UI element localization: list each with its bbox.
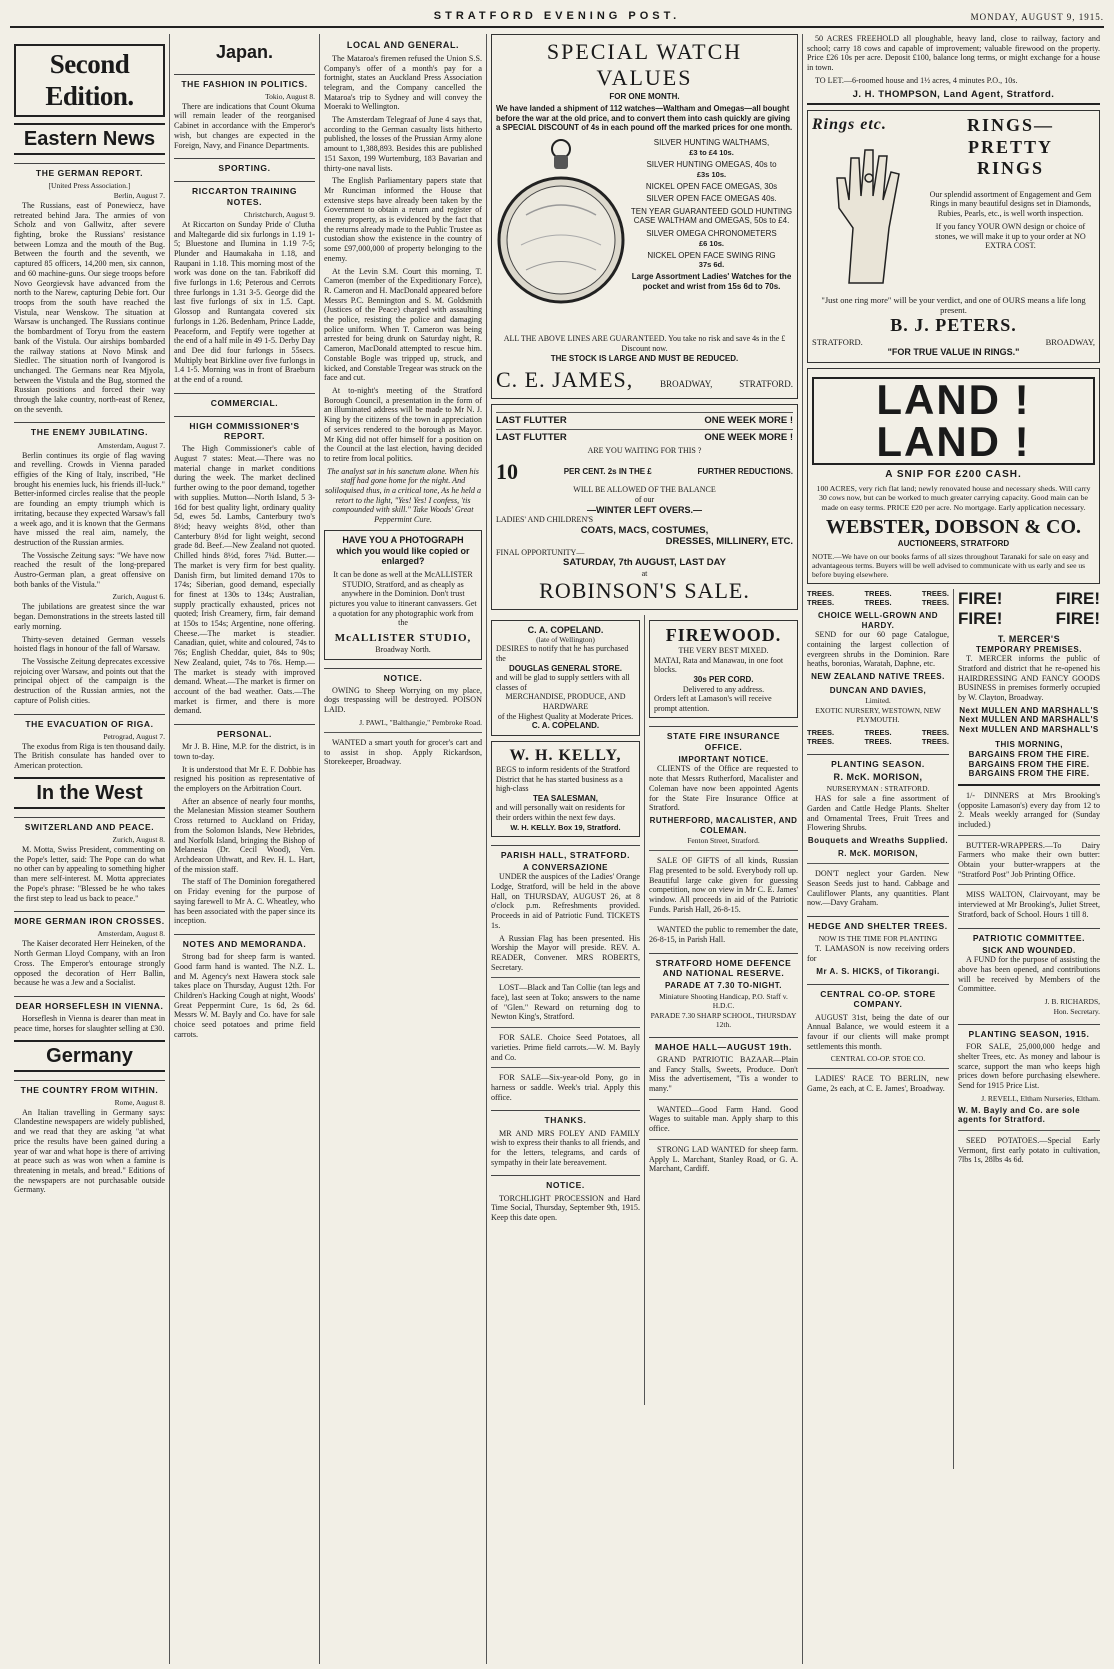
watch-item: NICKEL OPEN FACE OMEGAS, 30s — [645, 181, 778, 191]
land-agent-name: J. H. THOMPSON, Land Agent, Stratford. — [807, 89, 1100, 105]
column-1 — [10, 34, 170, 1664]
article-text: The Mataroa's firemen refused the Union S.S. Company's offer of a month's pay for a fortnight, states an Auckland Press Association telegram, and the Company cancelled the Mataroa's trip to Sydney and will convey the Moeraki to Wellington. — [324, 53, 482, 112]
paper-title: STRATFORD EVENING POST. — [433, 9, 681, 22]
column-4 — [487, 34, 803, 1664]
patriotic-sub: SICK AND WOUNDED. — [982, 945, 1076, 955]
rings-text: If you fancy YOUR OWN design or choice of stones, we will make it up to your order at NO EXTRA COST. — [935, 221, 1086, 251]
mercer-text: BARGAINS FROM THE FIRE. — [968, 759, 1090, 769]
planting-heading: PLANTING SEASON. — [807, 754, 949, 769]
col4-left — [491, 615, 645, 1405]
watch-item — [630, 229, 793, 248]
dateline: Zurich, August 8. — [112, 834, 165, 844]
article-text: The exodus from Riga is ten thousand daily. The British consulate has handed over to American protection. — [14, 741, 165, 771]
hedge-text: Mr A. S. HICKS, of Tikorangi. — [816, 966, 940, 976]
article-text: Mr J. B. Hine, M.P. for the district, is in town to-day. — [174, 742, 315, 761]
column-3 — [320, 34, 487, 1664]
article-text: The Russians, east of Ponewiecz, have retreated behind Jara. The armies of von Scholz and von Gallwitz, after severe fighting, broke the Russians' resistance between Lomza and the mouth of the Bug. Between the fourth and the seventh, we captured 85 officers, 14,200 men, six cannon, and 60 machine-guns. Our siege troops before Novo Georgievsk have advanced from the north to the Narew, capturing Debie fort. Our troops from the south have reached the Vistula, near Wenskow. The situation at Warsaw is unchanged. The Russians continue the bombardment of Toryu from the eastern bank of the Vistula. Our airships bombarded the railway stations at Novo Minsk and Siedlec. The situation north of Ivangorod is unchanged. The Germans near Rea Mjyola, between the Vistula and the Bug, stormed the Russian positions and forced their way through the lake country, north-east of Renez, on the seventh. — [14, 200, 165, 414]
hicom-heading: HIGH COMMISSIONER'S REPORT. — [174, 416, 315, 441]
winter-text: —WINTER LEFT OVERS.— — [586, 504, 702, 515]
firewood-ad — [649, 620, 798, 719]
ad-text: ARE YOU WAITING FOR THIS ? — [587, 446, 702, 456]
trees-label: TREES. — [921, 728, 949, 738]
ad-subtitle: FOR ONE MONTH. — [609, 91, 680, 101]
watch-item: Large Assortment Ladies' Watches for the pocket and wrist from 15s 6d to 70s. — [631, 272, 792, 291]
ad-text: TEA SALESMAN, — [532, 793, 599, 803]
ad-text: Orders left at Lamason's will receive prompt attention. — [654, 694, 772, 713]
mercer-text: Next MULLEN AND MARSHALL'S — [959, 705, 1099, 715]
trees-text: NEW ZEALAND NATIVE TREES. — [811, 672, 945, 681]
article-text: The staff of The Dominion foregathered on Friday evening for the purpose of saying farewell to Mr A. C. Wheatley, who has been associated with the paper since its inception. — [174, 877, 315, 926]
notice-heading: NOTICE. — [491, 1175, 640, 1190]
mercer-text: BARGAINS FROM THE FIRE. — [968, 769, 1090, 779]
watch-item-text: SILVER HUNTING OMEGAS, 40s to — [646, 160, 777, 169]
nursery-text: NURSERYMAN : STRATFORD. — [826, 784, 930, 794]
ad-text: W. H. KELLY. Box 19, Stratford. — [510, 822, 621, 832]
nursery-text: Bouquets and Wreaths Supplied. — [807, 835, 949, 845]
article-text: The Vossische Zeitung says: "We have now reached the result of the long-prepared Austro-German plan, a great offensive on both banks of the Vistula." — [14, 550, 165, 589]
sfio-subheading: IMPORTANT NOTICE. — [678, 754, 769, 764]
local-heading: LOCAL AND GENERAL. — [346, 40, 460, 50]
fire-label: FIRE! — [958, 609, 1003, 629]
wanted-ad: WANTED the public to remember the date, 26-8-15, in Parish Hall. — [649, 925, 798, 945]
nursery-text: Limited. — [865, 696, 891, 706]
auctioneers-sub: AUCTIONEERS, STRATFORD — [897, 539, 1010, 549]
patriotic-heading: PATRIOTIC COMMITTEE. — [958, 928, 1100, 943]
jeweller-name: B. J. PETERS. — [890, 315, 1017, 336]
studio-name: McALLISTER STUDIO, — [334, 631, 472, 644]
watch-item-text: £6 10s. — [698, 238, 725, 248]
dateline: Amsterdam, August 8. — [97, 929, 165, 939]
swiss-heading: SWITZERLAND AND PEACE. — [14, 817, 165, 832]
within-heading: THE COUNTRY FROM WITHIN. — [14, 1080, 165, 1095]
sfio-text: Fenton Street, Stratford. — [687, 836, 760, 846]
seed-ad: SEED POTATOES.—Special Early Vermont, first early potato in cultivation, 7lbs 1s, 28lbs 4s 6d. — [958, 1136, 1100, 1165]
dateline: Petrograd, August 7. — [103, 731, 165, 741]
germany-heading: Germany — [14, 1040, 165, 1072]
rings-logo: Rings etc. — [812, 115, 887, 133]
wanted-ad: WANTED—Good Farm Hand. Good Wages to suitable man. Apply sharp to this office. — [649, 1104, 798, 1134]
german-report-heading: THE GERMAN REPORT. — [14, 163, 165, 178]
photo-studio-ad — [324, 530, 482, 660]
coop-text: AUGUST 31st, being the date of our Annual Balance, we would esteem it a favour if our clients will make prompt settlements this month. — [807, 1012, 949, 1051]
ad-heading: HAVE YOU A PHOTOGRAPH which you would like copied or enlarged? — [336, 534, 470, 567]
lost-ad: LOST—Black and Tan Collie (tan legs and face), last seen at Toko; answers to the name of "Glen." Reward on returning dog to Newton King's, Stratford. — [491, 983, 640, 1022]
nursery-name: R. McK. MORISON, — [833, 772, 923, 783]
rings-illustration — [812, 115, 922, 292]
ad-text: at — [641, 568, 648, 578]
dateline: Zurich, August 6. — [112, 592, 165, 602]
article-text: After an absence of nearly four months, the Melanesian Mission steamer Southern Cross returned to Auckland on Friday, from the Solomon Islands, New Hebrides, and Norfolk Island, bringing the Bishop of Melanesia (Dr. Cecil Wood), Ven. Archdeacon Uthwatt, and Rev. H. L. Hart, of the mission staff. — [174, 796, 315, 874]
col4-right — [649, 615, 798, 1405]
notice-heading: NOTICE. — [324, 668, 482, 683]
dinners-ad: 1/- DINNERS at Mrs Brooking's (opposite Lamason's) every day from 12 to 2. Meals weekly arranged for (Sunday included.) — [958, 790, 1100, 829]
article-text: The Vossische Zeitung deprecates excessive rejoicing over Warsaw, and points out that the principal object of the campaign is the destruction of the Russian armies, not the capture of Polish cities. — [14, 656, 165, 705]
ad-text: WILL BE ALLOWED OF THE BALANCE — [573, 485, 716, 495]
parade-text: Miniature Shooting Handicap, P.O. Staff v. H.D.C. — [659, 991, 788, 1010]
article-text: The English Parliamentary papers state that Mr Runciman informed the House that extensive steps have already been taken by the Government to obtain a return and register of enemy property, as is evidenced by the fact that the returns already made to the Public Trustee as custodian show the existence in the country of some £97,000,000 of property belonging to the enemy. — [324, 176, 482, 263]
planting-1915-heading: PLANTING SEASON, 1915. — [958, 1024, 1100, 1039]
article-text: The analyst sat in his sanctum alone. When his staff had gone home for the night. And soliloquised thus, in a critical tone, As he held a retort to the light, "Yes! Yes! I confess, 'tis compounded with skill." Take Woods' Great Peppermint Cure. — [324, 466, 482, 525]
ad-title: SPECIAL WATCH VALUES — [546, 39, 743, 91]
flutter-label: LAST FLUTTER — [496, 414, 567, 426]
patriotic-text: Hon. Secretary. — [1053, 1007, 1100, 1017]
col5-right — [958, 589, 1100, 1469]
ad-text: SATURDAY, 7th AUGUST, LAST DAY — [563, 557, 726, 569]
article-text: The Amsterdam Telegraaf of June 4 says that, according to the German casualty lists hitherto published, the losses of the Prussian Army alone amount to 1,388,893. Besides this are published 151 Saxon, 199 Wurtemburg, 183 Bavarian and thirty-one naval lists. — [324, 115, 482, 173]
nursery-text: EXOTIC NURSERY, WESTOWN, NEW PLYMOUTH. — [815, 706, 941, 725]
watch-item: TEN YEAR GUARANTEED GOLD HUNTING CASE WALTHAM and OMEGAS, 50s to £4. — [630, 206, 793, 226]
bazaar-text: GRAND PATRIOTIC BAZAAR—Plain and Fancy Stalls, Sweets, Produce. Don't Miss the advertisement, "Tis a wonder to many." — [649, 1054, 798, 1093]
flutter-label: ONE WEEK MORE ! — [704, 431, 793, 443]
land-heading: LAND ! LAND ! — [812, 377, 1095, 465]
jeweller-town: STRATFORD. — [812, 337, 863, 348]
garden-ad: DON'T neglect your Garden. New Season Seeds just to hand. Cabbage and Cauliflower Plants, any quantities. Plant now.—Davy Graham. — [807, 869, 949, 908]
fire-label: FIRE! — [1055, 609, 1100, 629]
personal-heading: PERSONAL. — [174, 724, 315, 739]
trees-label: TREES. — [807, 598, 835, 607]
for-sale-ad: FOR SALE. Choice Seed Potatoes, all varieties. Prime field carrots.—W. M. Bayly and Co. — [491, 1033, 640, 1062]
watch-item — [630, 251, 793, 270]
ad-text: MERCHANDISE, PRODUCE, AND HARDWARE — [505, 692, 626, 712]
sfio-text: RUTHERFORD, MACALISTER, AND COLEMAN. — [649, 815, 798, 835]
col5-left — [807, 589, 954, 1469]
thanks-text: MR AND MRS FOLEY AND FAMILY wish to express their thanks to all friends, and for the letters, telegrams, and cards of sympathy in their late bereavement. — [491, 1128, 640, 1167]
land-text: 100 ACRES, very rich flat land; newly renovated house and necessary sheds. Will carry 30 cows now, but can be worked to much greater carrying capacity. Good main can be made on easy terms. PRICE £20 per acre. No mortgage. Early application necessary. — [816, 484, 1091, 512]
trees-label: TREES. — [921, 598, 949, 607]
conv-heading: A CONVERSAZIONE — [523, 862, 608, 872]
watch-item — [630, 160, 793, 179]
ad-text: (late of Wellington) — [536, 635, 595, 645]
rings-heading: RINGS — [976, 158, 1044, 179]
watch-price-list — [630, 135, 793, 331]
west-heading: In the West — [14, 777, 165, 809]
sporting-heading: SPORTING. — [174, 158, 315, 173]
trees-label: TREES. — [864, 728, 892, 738]
ad-text: C. A. COPELAND. — [531, 721, 600, 731]
ad-text: DOUGLAS GENERAL STORE. — [508, 663, 623, 673]
dateline: [United Press Association.] — [48, 180, 131, 190]
trees-label: TREES. — [807, 589, 835, 598]
flutter-label: LAST FLUTTER — [496, 431, 567, 443]
article-text: At Riccarton on Sunday Pride o' Clutha and Maltegarde did six furlongs in 1.19 1-5; Bluestone and Ilumina in 1.19 7-5; Plunder and Haumakaha in 1.18, and Raupani in 1.18. This morning most of the work was done on the tan. Fabrikoff did five furlongs in 1.6; Peterous and Cerrots three furlongs in 1.31 3-5. George did the last five furlongs of six in 1.5. Capt. Glossop and Runtangata covered six furlongs in 1.26. Bedenham, Prince Ladde, Peaceform, and Feptify were together at the end of a half mile in 49 1-5. Derby Day and Dee did four furlongs in 55secs. Multiply beat Birkline over five furlongs in 1.4 1-5. Morning was in front of Braeburn at the end of a round. — [174, 219, 315, 385]
article-text: M. Motta, Swiss President, commenting on the Pope's letter, said: The Pope can do what no other can by appealing to something higher than mere self-interest. M. Motta appreciates the Pope's phrase: "Blessed be he who takes the first step to lead us back to peace." — [14, 844, 165, 903]
to-let-ad: TO LET.—6-roomed house and 1½ acres, 4 minutes P.O., 10s. — [815, 75, 1018, 85]
article-text: At to-night's meeting of the Stratford Borough Council, a presentation in the form of an illuminated address will be made to Mr N. J. King by the citizens of the town in appreciation of services rendered to the borough as Mayor. Mr King did not offer himself for a position on the Council at the last election, having decided to retire from local politics. — [324, 386, 482, 463]
rings-heading: RINGS— — [966, 114, 1054, 135]
ad-text: of the Highest Quality at Moderate Prices. — [497, 711, 634, 721]
article-text: Strong bad for sheep farm is wanted. Good farm hand is wanted. The N.Z. L. and M. Agency's next Hawera stock sale takes place on Thursday, August 12th. For Children's Hacking Cough at night, Woods' Great Peppermint Cure, 1s 6d, 2s 6d. Messrs W. M. Bayly and Co. have for sale choice seed potatoes and prime field carrots. — [174, 952, 315, 1039]
auctioneers-name: WEBSTER, DOBSON & CO. — [825, 516, 1082, 539]
watch-item-text: 37s 6d. — [698, 260, 725, 270]
conv-text: UNDER the auspices of the Ladies' Orange Lodge, Stratford, will be held in the above Hall, on THURSDAY, AUGUST 26, at 8 o'clock p.m. Refreshments provided. Proceeds in aid of Patriotic Fund. TICKETS 1s. — [491, 872, 640, 930]
column-2 — [170, 34, 320, 1664]
ad-text: 30s PER CORD. — [693, 675, 754, 685]
clairvoyant-ad: MISS WALTON, Clairvoyant, may be interviewed at Mr Brooking's, Juliet Street, Stratford, back of School. Hours 1 till 8. — [958, 890, 1100, 919]
rings-text: "Just one ring more" will be your verdict, and one of OURS means a life long present. — [821, 295, 1086, 316]
trees-label: TREES. — [807, 737, 835, 747]
dateline: Rome, August 8. — [114, 1097, 165, 1107]
butter-ad: BUTTER-WRAPPERS.—To Dairy Farmers who make their own butter: Obtain your butter-wrappers at the "Stratford Post" Job Printing Office. — [958, 840, 1100, 879]
issue-date: MONDAY, AUGUST 9, 1915. — [970, 12, 1104, 23]
mahoe-heading: MAHOE HALL—AUGUST 19th. — [649, 1037, 798, 1052]
ad-text: MATAI, Rata and Manawau, in one foot blocks. — [654, 655, 784, 675]
dateline: Berlin, August 7. — [113, 190, 165, 200]
article-text: The jubilations are greatest since the war began. Demonstrations in the streets lasted till early morning. — [14, 602, 165, 631]
kelly-ad — [491, 741, 640, 837]
mercer-text: T. MERCER informs the public of Stratford and district that he re-opened his HAIRDRESSING AND FANCY GOODS BUSINESS in premises formerly occupied by W. Clayton, Broadway. — [958, 654, 1100, 702]
fire-label: FIRE! — [1055, 589, 1100, 608]
fashion-heading: THE FASHION IN POLITICS. — [174, 74, 315, 89]
parade-text: PARADE 7.30 SHARP SCHOOL, THURSDAY 12th. — [650, 1010, 797, 1029]
coop-heading: CENTRAL CO-OP. STORE COMPANY. — [807, 984, 949, 1009]
second-edition-heading: Second Edition. — [14, 44, 165, 117]
sfio-heading: STATE FIRE INSURANCE OFFICE. — [649, 726, 798, 751]
game-ad: LADIES' RACE TO BERLIN, new Game, 2s each, at C. E. James', Broadway. — [807, 1074, 949, 1094]
crosses-heading: MORE GERMAN IRON CROSSES. — [14, 911, 165, 926]
mercer-name: T. MERCER'S — [997, 633, 1061, 644]
jeweller-name: C. E. JAMES, — [496, 367, 634, 393]
trees-label: TREES. — [921, 589, 949, 598]
rings-heading: PRETTY — [967, 136, 1053, 157]
mercer-text: Next MULLEN AND MARSHALL'S — [959, 715, 1099, 725]
watch-item-text: SILVER OMEGA CHRONOMETERS — [646, 228, 777, 238]
rings-text: Our splendid assortment of Engagement and Gem Rings in many beautiful designs set in Diamonds, Rubies, Pearls, etc., is well worth inspection. — [929, 189, 1092, 219]
ad-heading: C. A. COPELAND. — [527, 624, 604, 635]
fire-label: FIRE! — [958, 589, 1003, 608]
masthead — [10, 6, 1104, 28]
reductions-text: FURTHER REDUCTIONS. — [697, 467, 793, 477]
auctioneers-note: NOTE.—We have on our books farms of all sizes throughout Taranaki for sale on easy and advantageous terms. Buyers will be well advised to communicate with us early and see us before buying elsewhere. — [812, 551, 1089, 579]
article-text: At the Levin S.M. Court this morning, T. Cameron (member of the Expeditionary Force), R. Cameron and H. MacDonald appeared before Messrs P.C. Bennington and S. M. Goldsmith (Justices of the Peace) charged with assaulting the police, resisting the police and damaging police uniform. When T. Cameron was being arrested for being drunk on Saturday night, R. Cameron, MacDonald attempted to rescue him. Constable Bogle was tripped up, struck, and kicked, and Constable Tregear was struck on the face and cut. — [324, 266, 482, 383]
sfio-text: CLIENTS of the Office are requested to note that Messrs Rutherford, Macalister and Coleman have now been appointed Agents for the State Fire Insurance Office at Stratford. — [649, 764, 798, 813]
jeweller-street: BROADWAY, — [660, 379, 713, 390]
ad-heading: FIREWOOD. — [665, 624, 782, 645]
dateline: Amsterdam, August 7. — [97, 440, 165, 450]
dateline: Christchurch, August 9. — [243, 209, 315, 219]
trees-label: TREES. — [921, 737, 949, 747]
eastern-news-heading: Eastern News — [14, 123, 165, 155]
hedge-text: NOW IS THE TIME FOR PLANTING — [818, 934, 938, 944]
jubilating-heading: THE ENEMY JUBILATING. — [14, 422, 165, 437]
trees-label: TREES. — [864, 589, 892, 598]
trees-label: TREES. — [864, 598, 892, 607]
watch-item-text: £3 to £4 10s. — [689, 148, 734, 157]
article-text: There are indications that Count Okuma will remain leader of the reorganised Cabinet in accordance with the Emperor's wish, but changes are expected in the Foreign, Navy, and Finance Departments. — [174, 101, 315, 150]
patriotic-text: J. B. RICHARDS, — [1044, 997, 1100, 1007]
sale-ad: SALE OF GIFTS of all kinds, Russian Flag presented to be sold. Everybody roll up. Beautiful large cake given for guessing competition, now on view in Mr C. E. James' window. All proceeds in aid of the Patriotic Funds. Parish Hall, 26-8-15. — [649, 856, 798, 914]
land-ad — [807, 368, 1100, 584]
ad-body: It can be done as well at the McALLISTER STUDIO, Stratford, and as cheaply as anywhere in the Dominion. Don't trust pictures you value to itinerant canvassers. Get a quotation for any photographic work from the — [329, 570, 477, 628]
dateline: Tokio, August 8. — [265, 91, 315, 101]
ad-heading: W. H. KELLY, — [509, 746, 622, 764]
article-text: The Kaiser decorated Herr Heineken, of the North German Lloyd Company, with an Iron Cross. The Emperor's entourage strongly opposed the decoration of Herr Ballin, because he was a Jew and a Socialist. — [14, 939, 165, 988]
ad-text: and will be glad to supply settlers with all classes of — [496, 673, 630, 692]
article-text: An Italian travelling in Germany says: Clandestine newspapers are widely published, and we read that they are asking "at what price the results have been gained during a year of war and what hope is there of arriving at peace such as was won when a famine is threatening in metals, and bread." Editions of the newspapers are not purchasable outside Germany. — [14, 1107, 165, 1195]
planting-text: FOR SALE, 25,000,000 hedge and shelter Trees, etc. As money and labour is scarce, support the man who keeps high prices down before purchasing elsewhere. Send for 1915 Price List. — [958, 1042, 1100, 1091]
watch-values-ad — [491, 34, 798, 399]
mercer-text: BARGAINS FROM THE FIRE. — [968, 750, 1090, 760]
ad-text: LADIES' AND CHILDREN'S — [496, 515, 594, 525]
watch-item-text: £3s 10s. — [696, 169, 727, 179]
notes-heading: NOTES AND MEMORANDA. — [174, 934, 315, 949]
discount-text: PER CENT. 2s IN THE £ — [563, 467, 652, 477]
hedge-heading: HEDGE AND SHELTER TREES. — [807, 916, 949, 931]
watch-item-text: NICKEL OPEN FACE SWING RING — [647, 250, 776, 260]
wanted-ad: STRONG LAD WANTED for sheep farm. Apply L. Marchant, Stanley Road, or G. A. Marchant, Cardiff. — [649, 1144, 798, 1174]
ad-text: Delivered to any address. — [682, 684, 765, 694]
mercer-sub: TEMPORARY PREMISES. — [976, 644, 1082, 654]
column-5 — [803, 34, 1104, 1664]
notice-signature: J. PAWL, "Balthangie," Pembroke Road. — [359, 717, 482, 727]
ad-text: DESIRES to notify that he has purchased the — [496, 644, 629, 664]
jeweller-slogan: "FOR TRUE VALUE IN RINGS." — [887, 347, 1020, 358]
jeweller-town: STRATFORD. — [739, 379, 793, 390]
wanted-ad: WANTED a smart youth for grocer's cart and to assist in shop. Apply Rickardson, Storekeeper, Broadway. — [324, 737, 482, 767]
ad-text: FINAL OPPORTUNITY— — [496, 547, 585, 557]
trees-label: TREES. — [864, 737, 892, 747]
nursery-text: HAS for sale a fine assortment of Garden and Cattle Hedge Plants. Shelter and Ornamental Trees, Fruit Trees and Flowering Shrubs. — [807, 794, 949, 833]
trees-label: TREES. — [807, 728, 835, 738]
watch-item — [630, 138, 793, 157]
ad-text: DRESSES, MILLINERY, ETC. — [665, 536, 793, 548]
jeweller-street: BROADWAY, — [1045, 337, 1095, 348]
hedge-text: T. LAMASON is now receiving orders for — [807, 944, 949, 963]
home-defence-heading: STRATFORD HOME DEFENCE AND NATIONAL RESERVE. — [649, 953, 798, 978]
trees-text: SEND for our 60 page Catalogue, containing the largest collection of evergreen shrubs in the Dominion. Rare heaths, boronias, Waratah, Daphne, etc. — [807, 630, 949, 669]
parish-heading: PARISH HALL, STRATFORD. — [491, 845, 640, 860]
conv-text: A Russian Flag has been presented. His Worship the Mayor will preside. REV. A. READER, Convener. MRS ROBERTS, Secretary. — [491, 933, 640, 972]
commercial-heading: COMMERCIAL. — [174, 393, 315, 408]
guarantee-text: ALL THE ABOVE LINES ARE GUARANTEED. You take no risk and save 4s in the £ Discount now. — [503, 334, 786, 353]
riga-heading: THE EVACUATION OF RIGA. — [14, 714, 165, 729]
discount-figure: 10 — [496, 458, 518, 484]
nursery-name: DUNCAN AND DAVIES, — [829, 685, 927, 695]
copeland-ad — [491, 620, 640, 736]
nursery-name: R. McK. MORISON, — [837, 848, 918, 858]
ad-text: BEGS to inform residents of the Stratford District that he has started business as a high-class — [496, 765, 630, 794]
article-text: Berlin continues its orgie of flag waving and revelling. Crowds in Vienna paraded effigies of the King of Italy, inscribed, "He brought his enemies luck, his friends ill-luck." Better-informed circles realise that the people are founding an empty triumph which is irritating, because they expected Warsaw's fall a week ago, and it is known that the Germans have missed the real aim, namely, the destruction of the Russian armies. — [14, 450, 165, 547]
land-price: A SNIP FOR £200 CASH. — [885, 469, 1022, 481]
patriotic-text: A FUND for the purpose of assisting the above has been opened, and contributions will be received by Members of the Committee. — [958, 955, 1100, 994]
studio-address: Broadway North. — [375, 644, 431, 654]
ad-text: and will personally wait on residents for their orders within the next few days. — [496, 803, 625, 822]
watch-item: SILVER OPEN FACE OMEGAS 40s. — [646, 194, 777, 204]
ad-intro: We have landed a shipment of 112 watches—Waltham and Omegas—all bought before the war at the old price, and to convert them into cash quickly are giving a SPECIAL DISCOUNT of 4s in each pound off the marked prices for one month. — [496, 104, 793, 133]
ad-text: THE VERY BEST MIXED. — [678, 646, 769, 656]
mercer-text: Next MULLEN AND MARSHALL'S — [959, 724, 1099, 734]
article-text: Thirty-seven detained German vessels hoisted flags in honour of the fall of Warsaw. — [14, 634, 165, 654]
planting-text: W. M. Bayly and Co. are sole agents for Stratford. — [958, 1105, 1081, 1125]
mercer-text: THIS MORNING, — [995, 740, 1063, 750]
thanks-heading: THANKS. — [491, 1110, 640, 1125]
ad-text: COATS, MACS, COSTUMES, — [580, 524, 709, 536]
article-text: Horseflesh in Vienna is dearer than meat in peace time, horses for slaughter selling at £30. — [14, 1014, 165, 1033]
trees-heading: CHOICE WELL-GROWN AND HARDY. — [818, 611, 938, 630]
riccarton-heading: RICCARTON TRAINING NOTES. — [174, 181, 315, 206]
japan-heading: Japan. — [215, 42, 274, 62]
flutter-label: ONE WEEK MORE ! — [704, 414, 793, 426]
robinsons-name: ROBINSON'S SALE. — [539, 578, 750, 604]
article-text: The High Commissioner's cable of August 7 states: Meat.—There was no material change in market conditions during the week. The market declined further owing to the poor demand, together with supplies. Mutton—North Island, 5 3-16d for best quality light, ordinary quality 5d, ewes 5d. Lambs, Canterbury two's 8½d; heavy weights 8½d, other than Canterbury 8½d for light weight, second grade 8d. Beef.—New Zealand not quoted. Chilled hinds 8½d, fores 7¼d. Butter.—The market is very firm for best quality. Danish firm, but limited demand 170s to 174s; Siberian, good demand, especially for finest at 130s to 134s; Australian, supply practically exhausted, prices not quoted; Irish Creamery, firm, fair demand at 150s to 154s; Argentine, none offering. Cheese.—The market is steadier. Canadian, quiet, white and coloured, 74s to 76s; English Cheddar, quiet, 84s to 90s; New Zealand, quiet, 74s to 76s. Hemp.—The market is steady with improved demand. Wheat.—The market is firmer on account of the bad weather. Oats.—The market is firmer, and there is more demand. — [174, 444, 315, 716]
notice-text: TORCHLIGHT PROCESSION and Hard Time Social, Thursday, September 9th, 1915. Keep this date open. — [491, 1193, 640, 1222]
planting-text: J. REVELL, Eltham Nurseries, Eltham. — [981, 1093, 1100, 1103]
horseflesh-heading: DEAR HORSEFLESH IN VIENNA. — [14, 996, 165, 1011]
watch-item-text: SILVER HUNTING WALTHAMS, — [653, 138, 770, 148]
article-text: It is understood that Mr E. F. Dobbie has resigned his position as representative of the employers on the Arbitration Court. — [174, 764, 315, 794]
robinsons-sale-ad — [491, 404, 798, 610]
hand-illustration — [819, 138, 915, 288]
ad-text: of our — [634, 494, 655, 504]
pocket-watch-illustration — [496, 135, 626, 331]
for-sale-ad: FOR SALE—Six-year-old Pony, go in harness or saddle. Week's trial. Apply this office. — [491, 1073, 640, 1102]
notice-text: OWING to Sheep Worrying on my place, dogs trespassing will be destroyed. POISON LAID. — [324, 685, 482, 715]
parade-heading: PARADE AT 7.30 TO-NIGHT. — [664, 981, 783, 991]
rings-ad — [807, 110, 1100, 363]
stock-text: THE STOCK IS LARGE AND MUST BE REDUCED. — [550, 353, 739, 363]
land-ad-text: 50 ACRES FREEHOLD all ploughable, heavy land, close to railway, factory and school; carry 18 cows and capable of improvement; valuable firewood on the property. Price £26 10s per acre. Deposit £100, balance long terms, or might exchange for a house in town. — [807, 34, 1100, 73]
coop-text: CENTRAL CO-OP. STOE CO. — [830, 1054, 926, 1064]
